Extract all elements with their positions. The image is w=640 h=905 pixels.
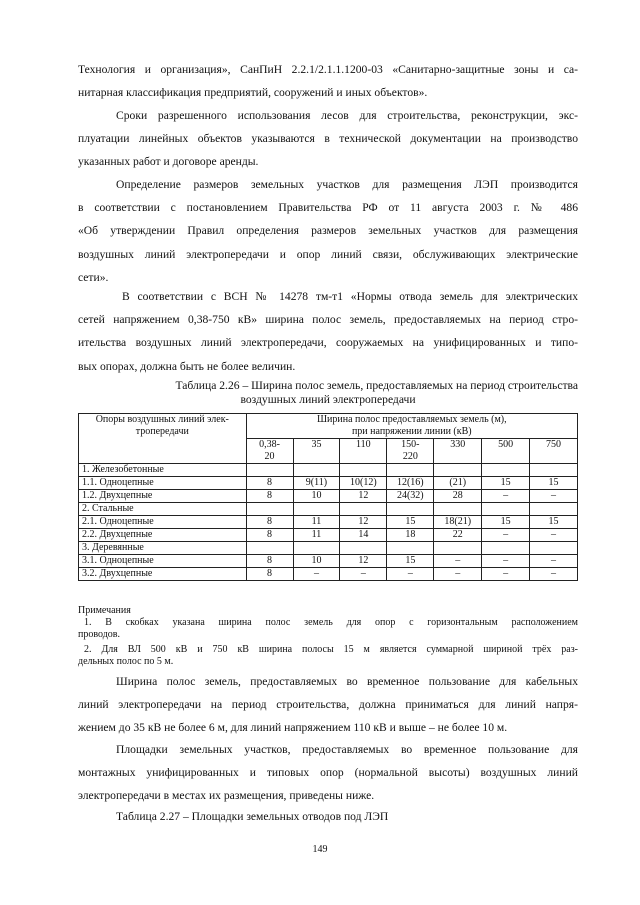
table-cell bbox=[530, 503, 578, 516]
table-cell: 12(16) bbox=[387, 477, 434, 490]
table-row bbox=[79, 568, 578, 581]
table-cell: – bbox=[434, 555, 482, 568]
header-support-type bbox=[79, 414, 247, 464]
text-line: плуатации линейных объектов указываются в технической документации на производство bbox=[78, 132, 578, 146]
table-cell: – bbox=[482, 529, 530, 542]
table-section-row bbox=[79, 464, 578, 477]
table-cell: 22 bbox=[434, 529, 482, 542]
text-line: вых опорах, должна быть не более величин. bbox=[78, 359, 296, 373]
table-cell: 28 bbox=[434, 490, 482, 503]
text-line: Технология и организация», СанПиН 2.2.1/2.1.1.1200-03 «Санитарно-защитные зоны и са- bbox=[78, 63, 578, 76]
table-notes bbox=[78, 605, 578, 668]
table-cell bbox=[293, 464, 340, 477]
table-cell bbox=[434, 464, 482, 477]
caption-line: воздушных линий электропередачи bbox=[240, 393, 416, 406]
table-cell bbox=[434, 503, 482, 516]
table-cell: 11 bbox=[293, 516, 340, 529]
note-line: 1. В скобках указана ширина полос земель для опор с горизонтальным расположением bbox=[84, 617, 578, 628]
text-line: жением до 35 кВ не более 6 м, для линий напряжением 110 кВ и выше – не более 10 м. bbox=[78, 721, 508, 735]
table-cell: – bbox=[530, 568, 578, 581]
page-number: 149 bbox=[312, 844, 328, 855]
table-cell: 9(11) bbox=[293, 477, 340, 490]
table-cell bbox=[340, 542, 387, 555]
text-line: воздушных линий электропередачи и опор линий связи, обслуживающих электрические bbox=[78, 247, 578, 261]
table-cell bbox=[387, 542, 434, 555]
table-cell bbox=[482, 542, 530, 555]
table-cell bbox=[340, 503, 387, 516]
paragraph-lease-terms bbox=[78, 104, 578, 174]
table-cell: 18 bbox=[387, 529, 434, 542]
row-label: 3.2. Двухцепные bbox=[79, 568, 247, 581]
text-line: линий электропередачи на период строительства, должна приниматься для линий напря- bbox=[78, 698, 578, 712]
row-label: 1.2. Двухцепные bbox=[79, 490, 247, 503]
header-voltage bbox=[434, 439, 482, 464]
text-line: в соответствии с постановлением Правительства РФ от 11 августа 2003 г. № 486 bbox=[78, 201, 578, 215]
text-line: электропередачи в местах их размещения, приведены ниже. bbox=[78, 789, 375, 803]
paragraph-cable-lines bbox=[78, 670, 578, 740]
table-cell bbox=[293, 503, 340, 516]
table-cell bbox=[340, 464, 387, 477]
table-cell bbox=[246, 542, 293, 555]
table-cell: 8 bbox=[246, 529, 293, 542]
table-cell: 10 bbox=[293, 490, 340, 503]
table-cell bbox=[482, 503, 530, 516]
header-voltage bbox=[387, 439, 434, 464]
text-line: Таблица 2.27 – Площадки земельных отводов под ЛЭП bbox=[116, 810, 389, 823]
table-cell: 8 bbox=[246, 516, 293, 529]
width-table bbox=[78, 413, 578, 581]
header-voltage bbox=[482, 439, 530, 464]
table-cell: – bbox=[387, 568, 434, 581]
header-text: Опоры воздушных линий элек- bbox=[95, 414, 229, 425]
text-line: сетей напряжением 0,38-750 кВ» ширина полос земель, предоставляемых на период стро- bbox=[78, 313, 578, 327]
table-cell: 18(21) bbox=[434, 516, 482, 529]
row-label: 2. Стальные bbox=[79, 503, 247, 516]
voltage-text: 150- bbox=[401, 439, 420, 450]
text-line: указанных работ и договоре аренды. bbox=[78, 155, 259, 169]
table-cell: – bbox=[530, 555, 578, 568]
table-cell bbox=[530, 542, 578, 555]
table-cell bbox=[387, 464, 434, 477]
table-cell: – bbox=[482, 568, 530, 581]
table-cell: 8 bbox=[246, 568, 293, 581]
table-cell: – bbox=[482, 555, 530, 568]
table-row bbox=[79, 490, 578, 503]
table-cell: 8 bbox=[246, 490, 293, 503]
row-label: 1. Железобетонные bbox=[79, 464, 247, 477]
voltage-text: 220 bbox=[402, 451, 418, 462]
table-cell: – bbox=[340, 568, 387, 581]
table-cell: (21) bbox=[434, 477, 482, 490]
table-body bbox=[79, 464, 578, 581]
table-cell: – bbox=[530, 490, 578, 503]
voltage-text: 0,38- bbox=[259, 439, 280, 450]
notes-title: Примечания bbox=[78, 605, 131, 616]
voltage-text: 110 bbox=[356, 439, 371, 450]
text-line: Сроки разрешенного использования лесов для строительства, реконструкции, экс- bbox=[116, 109, 578, 122]
note-line: дельных полос по 5 м. bbox=[78, 656, 174, 667]
text-line: нитарная классификация предприятий, сооружений и иных объектов». bbox=[78, 86, 428, 100]
table-cell: 24(32) bbox=[387, 490, 434, 503]
header-voltage bbox=[530, 439, 578, 464]
table-cell: 10(12) bbox=[340, 477, 387, 490]
row-label: 1.1. Одноцепные bbox=[79, 477, 247, 490]
voltage-text: 750 bbox=[546, 439, 562, 450]
table-cell bbox=[293, 542, 340, 555]
row-label: 3. Деревянные bbox=[79, 542, 247, 555]
table-cell: 12 bbox=[340, 490, 387, 503]
table-cell: 11 bbox=[293, 529, 340, 542]
table-cell bbox=[482, 464, 530, 477]
caption-line: Таблица 2.26 – Ширина полос земель, предоставляемых на период строительства bbox=[175, 379, 578, 392]
table-cell: 14 bbox=[340, 529, 387, 542]
table-cell bbox=[530, 464, 578, 477]
table-cell: 15 bbox=[387, 516, 434, 529]
header-text: тропередачи bbox=[135, 426, 189, 437]
text-line: В соответствии с ВСН № 14278 тм-т1 «Нормы отвода земель для электрических bbox=[122, 290, 578, 303]
table-cell: – bbox=[482, 490, 530, 503]
table-cell: 8 bbox=[246, 477, 293, 490]
table-caption bbox=[78, 379, 578, 407]
text-line: Определение размеров земельных участков для размещения ЛЭП производится bbox=[116, 178, 578, 191]
table-cell: – bbox=[293, 568, 340, 581]
text-line: ительства воздушных линий электропередачи, сооружаемых на унифицированных и типо- bbox=[78, 336, 578, 350]
text-line: Ширина полос земель, предоставляемых во временное пользование для кабельных bbox=[116, 675, 578, 688]
table-cell: 15 bbox=[482, 516, 530, 529]
text-line: сети». bbox=[78, 270, 109, 284]
row-label: 2.1. Одноцепные bbox=[79, 516, 247, 529]
header-width-group bbox=[246, 414, 577, 439]
voltage-text: 35 bbox=[311, 439, 322, 450]
table-row bbox=[79, 516, 578, 529]
table-cell bbox=[434, 542, 482, 555]
header-voltage bbox=[340, 439, 387, 464]
text-line: «Об утверждении Правил определения размеров земельных участков для размещения bbox=[78, 224, 578, 238]
voltage-text: 20 bbox=[264, 451, 275, 462]
table-cell bbox=[246, 464, 293, 477]
row-label: 2.2. Двухцепные bbox=[79, 529, 247, 542]
header-text: Ширина полос предоставляемых земель (м), bbox=[316, 414, 507, 425]
note-line: 2. Для ВЛ 500 кВ и 750 кВ ширина полосы 15 м является суммарной шириной трёх раз- bbox=[84, 644, 578, 655]
table-cell: 15 bbox=[387, 555, 434, 568]
table-cell: – bbox=[530, 529, 578, 542]
header-voltage bbox=[246, 439, 293, 464]
table-cell bbox=[246, 503, 293, 516]
table-cell bbox=[387, 503, 434, 516]
header-voltage bbox=[293, 439, 340, 464]
table-row bbox=[79, 529, 578, 542]
header-text: при напряжении линии (кВ) bbox=[351, 426, 472, 437]
note-line: проводов. bbox=[78, 629, 121, 640]
table-227-caption bbox=[78, 805, 578, 828]
voltage-text: 330 bbox=[450, 439, 466, 450]
row-label: 3.1. Одноцепные bbox=[79, 555, 247, 568]
paragraph-land-sizes bbox=[78, 173, 578, 289]
table-cell: 15 bbox=[530, 516, 578, 529]
table-section-row bbox=[79, 542, 578, 555]
table-cell: 15 bbox=[482, 477, 530, 490]
paragraph-vsn-norms bbox=[78, 285, 578, 378]
table-cell: 12 bbox=[340, 555, 387, 568]
paragraph-sites bbox=[78, 738, 578, 808]
text-line: Площадки земельных участков, предоставляемых во временное пользование для bbox=[116, 743, 578, 756]
paragraph-sanpin bbox=[78, 58, 578, 104]
table-cell: 12 bbox=[340, 516, 387, 529]
table-row bbox=[79, 477, 578, 490]
table-cell: 10 bbox=[293, 555, 340, 568]
table-cell: 15 bbox=[530, 477, 578, 490]
table-cell: – bbox=[434, 568, 482, 581]
voltage-text: 500 bbox=[498, 439, 514, 450]
table-row bbox=[79, 555, 578, 568]
text-line: монтажных унифицированных и типовых опор (нормальной высоты) воздушных линий bbox=[78, 766, 578, 780]
table-section-row bbox=[79, 503, 578, 516]
table-cell: 8 bbox=[246, 555, 293, 568]
